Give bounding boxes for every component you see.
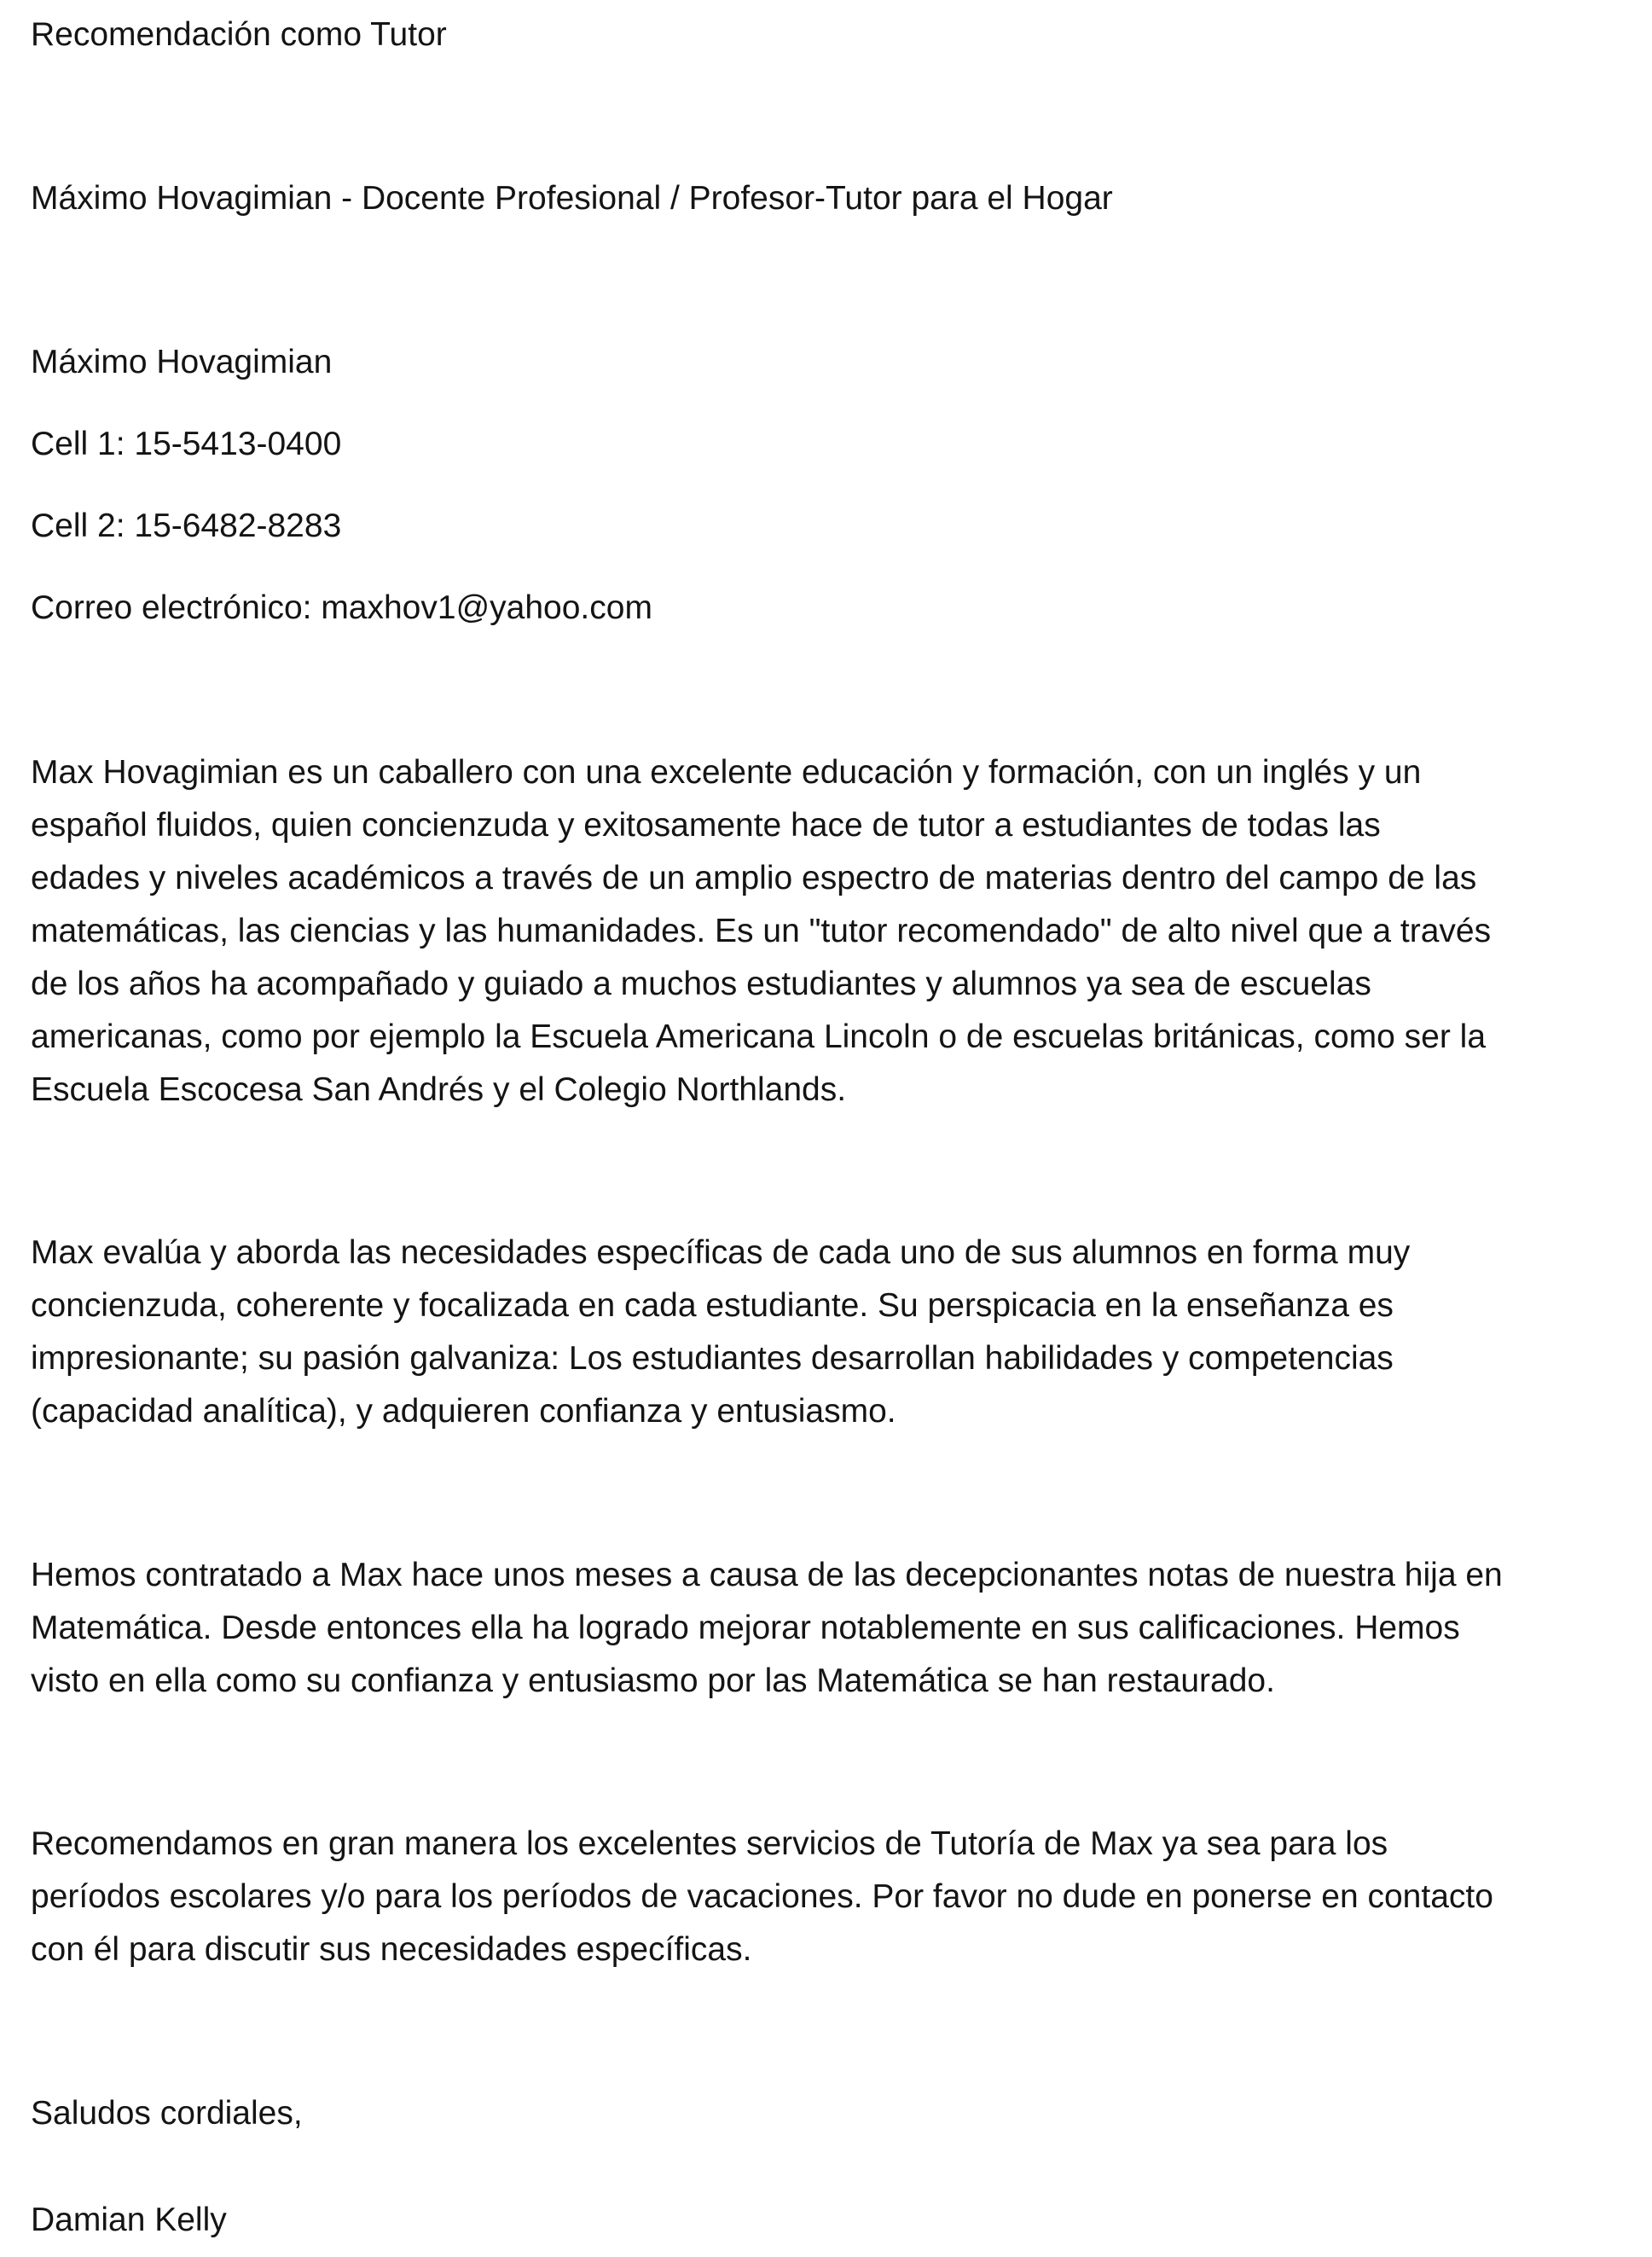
contact-name: Máximo Hovagimian [31,344,333,380]
paragraph-line: Max Hovagimian es un caballero con una excelente educación y formación, con un inglés y un [31,754,1422,791]
paragraph-line: Matemática. Desde entonces ella ha logrado mejorar notablemente en sus calificaciones. Hemos [31,1610,1460,1646]
paragraph-line: Recomendamos en gran manera los excelentes servicios de Tutoría de Max ya sea para los [31,1825,1388,1862]
paragraph-line: edades y niveles académicos a través de un amplio espectro de materias dentro del campo de las [31,860,1477,896]
contact-cell-1: Cell 1: 15-5413-0400 [31,426,342,462]
paragraph-line: con él para discutir sus necesidades específicas. [31,1931,752,1968]
paragraph-line: impresionante; su pasión galvaniza: Los estudiantes desarrollan habilidades y competencias [31,1340,1394,1377]
paragraph-3 [31,1549,1626,1708]
contact-cell-2: Cell 2: 15-6482-8283 [31,508,342,544]
paragraph-line: matemáticas, las ciencias y las humanidades. Es un "tutor recomendado" de alto nivel que a través [31,913,1492,949]
paragraph-line: Max evalúa y aborda las necesidades específicas de cada uno de sus alumnos en forma muy [31,1234,1411,1271]
paragraph-line: visto en ella como su confianza y entusiasmo por las Matemática se han restaurado. [31,1662,1275,1699]
paragraph-1 [31,746,1626,1117]
document-title: Recomendación como Tutor [31,16,447,53]
document-subtitle: Máximo Hovagimian - Docente Profesional / Profesor-Tutor para el Hogar [31,180,1113,217]
paragraph-line: Escuela Escocesa San Andrés y el Colegio Northlands. [31,1071,847,1108]
paragraph-2 [31,1227,1626,1438]
paragraph-4 [31,1818,1626,1976]
paragraph-line: concienzuda, coherente y focalizada en cada estudiante. Su perspicacia en la enseñanza es [31,1287,1394,1324]
paragraph-line: americanas, como por ejemplo la Escuela Americana Lincoln o de escuelas británicas, como ser la [31,1018,1487,1055]
paragraph-line: español fluidos, quien concienzuda y exitosamente hace de tutor a estudiantes de todas las [31,807,1381,844]
paragraph-line: períodos escolares y/o para los períodos de vacaciones. Por favor no dude en ponerse en contacto [31,1878,1493,1915]
contact-email: Correo electrónico: maxhov1@yahoo.com [31,589,652,626]
signature-name: Damian Kelly [31,2202,227,2238]
closing-salutation: Saludos cordiales, [31,2095,303,2132]
paragraph-line: de los años ha acompañado y guiado a muchos estudiantes y alumnos ya sea de escuelas [31,966,1371,1002]
paragraph-line: Hemos contratado a Max hace unos meses a causa de las decepcionantes notas de nuestra hija en [31,1557,1503,1593]
paragraph-line: (capacidad analítica), y adquieren confianza y entusiasmo. [31,1393,896,1430]
